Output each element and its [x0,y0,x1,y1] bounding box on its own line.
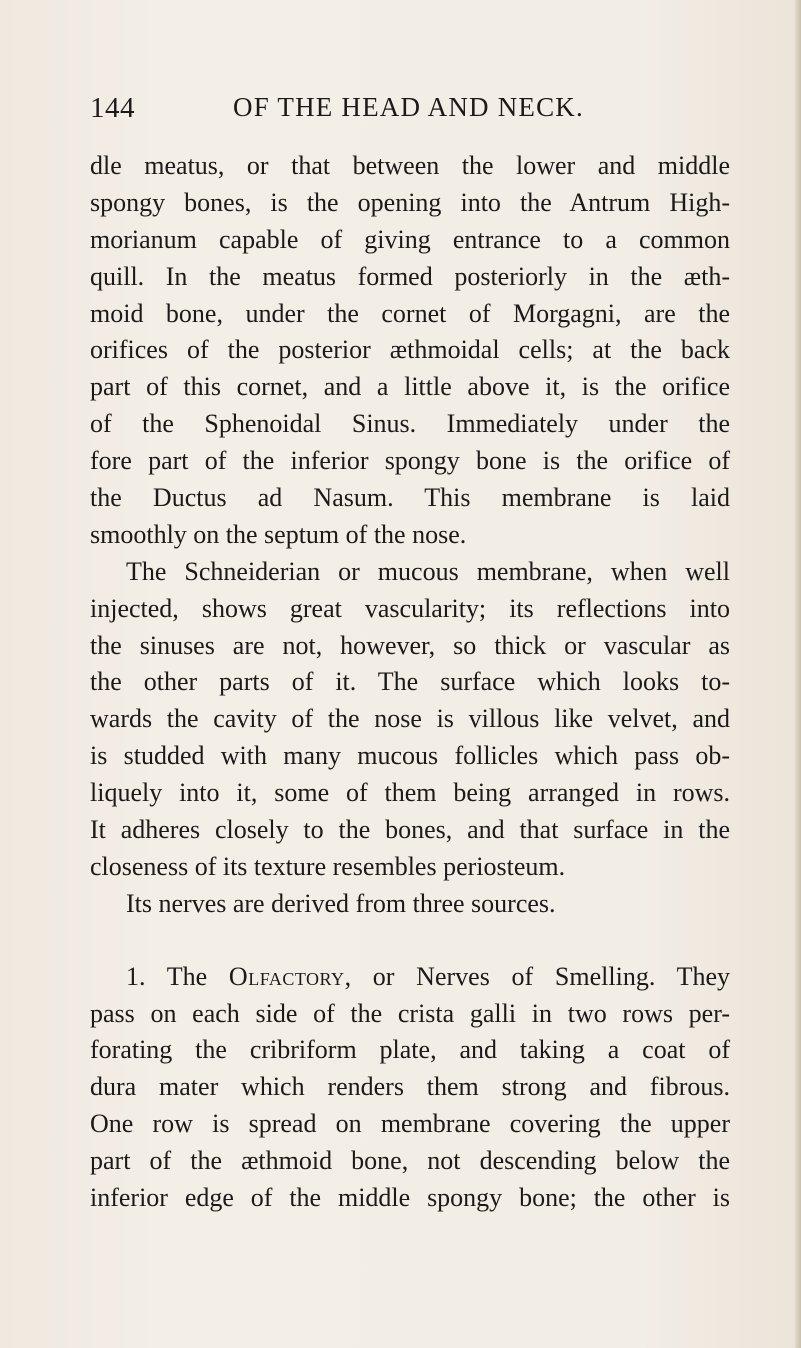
page-number: 144 [90,92,135,124]
text-line: fore part of the inferior spongy bone is the orifice of [90,446,730,476]
text-line: It adheres closely to the bones, and that surface in the [90,815,730,845]
text-line-olfactory [90,959,730,996]
text-line: is studded with many mucous follicles which pass ob- [90,741,730,771]
paragraph-schneiderian [90,554,730,886]
text-line: the sinuses are not, however, so thick or vascular as [90,630,730,660]
text-line: injected, shows great vascularity; its reflections into [90,593,730,623]
text-line: closeness of its texture resembles periosteum. [90,851,566,881]
text-fragment: , or Nerves of Smelling. They [344,961,731,991]
text-fragment: The [166,961,229,991]
text-line: of the Sphenoidal Sinus. Immediately under the [90,409,730,439]
running-title: OF THE HEAD AND NECK. [233,92,584,122]
text-line: part of the æthmoid bone, not descending below the [90,1146,730,1176]
paragraph-gap [90,923,730,959]
text-line: One row is spread on membrane covering the upper [90,1109,730,1139]
paragraph-nerves [90,886,730,923]
text-line: forating the cribriform plate, and taking a coat of [90,1035,730,1065]
text-line: morianum capable of giving entrance to a common [90,224,730,254]
text-line: part of this cornet, and a little above it, is the orifice [90,372,730,402]
text-line: Its nerves are derived from three sources. [126,888,556,918]
paragraph-olfactory [90,959,730,1217]
text-line: inferior edge of the middle spongy bone; the other is [90,1183,730,1213]
text-line: orifices of the posterior æthmoidal cells; at the back [90,335,730,365]
text-line: quill. In the meatus formed posteriorly in the æth- [90,261,730,291]
text-line: dle meatus, or that between the lower and middle [90,151,730,180]
list-number: 1. [126,961,146,991]
text-line: liquely into it, some of them being arranged in rows. [90,778,730,808]
text-line: smoothly on the septum of the nose. [90,519,467,549]
page-edge [795,0,801,1348]
text-line: the Ductus ad Nasum. This membrane is laid [90,483,730,513]
text-line: the other parts of it. The surface which looks to- [90,667,730,697]
page-header [90,92,730,132]
text-line: The Schneiderian or mucous membrane, when well [126,556,730,586]
text-line: pass on each side of the crista galli in two rows per- [90,998,730,1028]
paragraph-continuation [90,148,730,554]
text-line: dura mater which renders them strong and fibrous. [90,1072,730,1102]
text-line: wards the cavity of the nose is villous like velvet, and [90,704,730,734]
text-line: spongy bones, is the opening into the Antrum High- [90,187,730,217]
olfactory-term: Olfactory [228,961,345,991]
body-text [90,148,730,1217]
text-line: moid bone, under the cornet of Morgagni, are the [90,298,730,328]
